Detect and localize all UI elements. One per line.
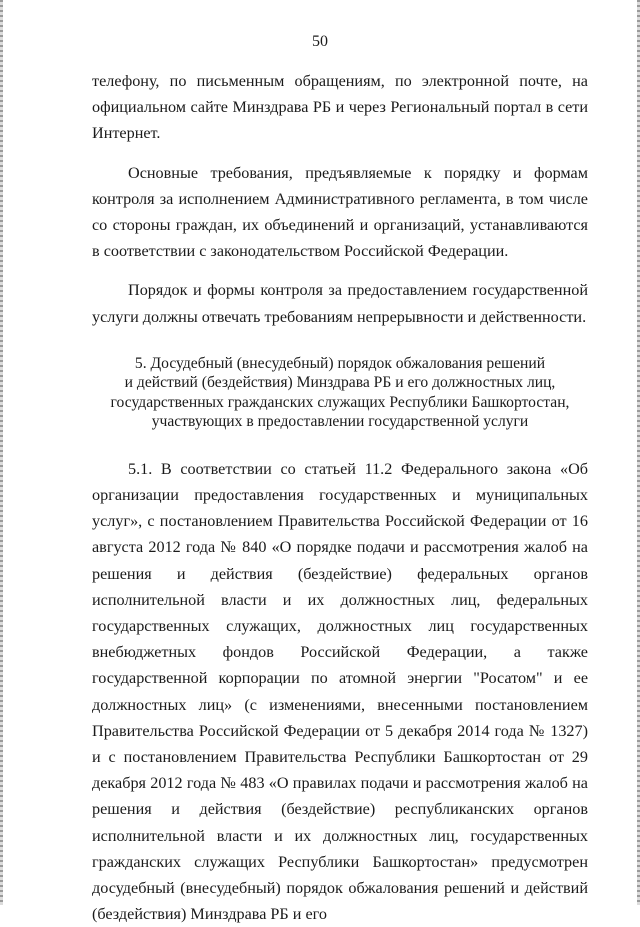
section-heading-line: и действий (бездействия) Минздрава РБ и его должностных лиц, [124, 374, 556, 392]
paragraph-control-forms: Порядок и формы контроля за предоставлением государственной услуги должны отвечать требованиям непрерывности и действенности. [92, 281, 588, 326]
page-edge-left [0, 0, 3, 905]
paragraph-5-1: 5.1. В соответствии со статьей 11.2 Федерального закона «Об организации предоставления государственных и муниципальных услуг», с постановлением Правительства Российской Федерации от 16 августа 2012 года № 840 «О порядке подачи и рассмотрения жалоб на решения и действия (бездействие) федеральных органов исполнительной власти и их должностных лиц, федеральных государственных служащих, должностных лиц государственных внебюджетных фондов Российской Федерации, а также государственной корпорации по атомной энергии "Росатом" и ее должностных лиц» (с изменениями, внесенными постановлением Правительства Российской Федерации от 5 декабря 2014 года № 1327) и с постановлением Правительства Республики Башкортостан от 29 декабря 2012 года № 483 «О правилах подачи и рассмотрения жалоб на решения и действия (бездействие) республиканских органов исполнительной власти и их должностных лиц, государственных гражданских служащих Республики Башкортостан» предусмотрен досудебный (внесудебный) порядок обжалования решений и действий (бездействия) Минздрава РБ и его [92, 459, 588, 924]
section-heading-line: участвующих в предоставлении государственной услуги [151, 413, 529, 431]
paragraph-continuation: телефону, по письменным обращениям, по электронной почте, на официальном сайте Минздрава РБ и через Региональный портал в сети Интернет. [92, 72, 588, 143]
section-heading-line: 5. Досудебный (внесудебный) порядок обжалования решений [134, 354, 546, 372]
page-number: 50 [312, 33, 328, 50]
paragraph-control-requirements: Основные требования, предъявляемые к порядку и формам контроля за исполнением Административного регламента, в том числе со стороны граждан, их объединений и организаций, устанавливаются в соответствии с законодательством Российской Федерации. [92, 163, 588, 261]
section-heading [92, 354, 588, 432]
section-heading-line: государственных гражданских служащих Республики Башкортостан, [110, 393, 570, 411]
document-body [92, 68, 588, 927]
